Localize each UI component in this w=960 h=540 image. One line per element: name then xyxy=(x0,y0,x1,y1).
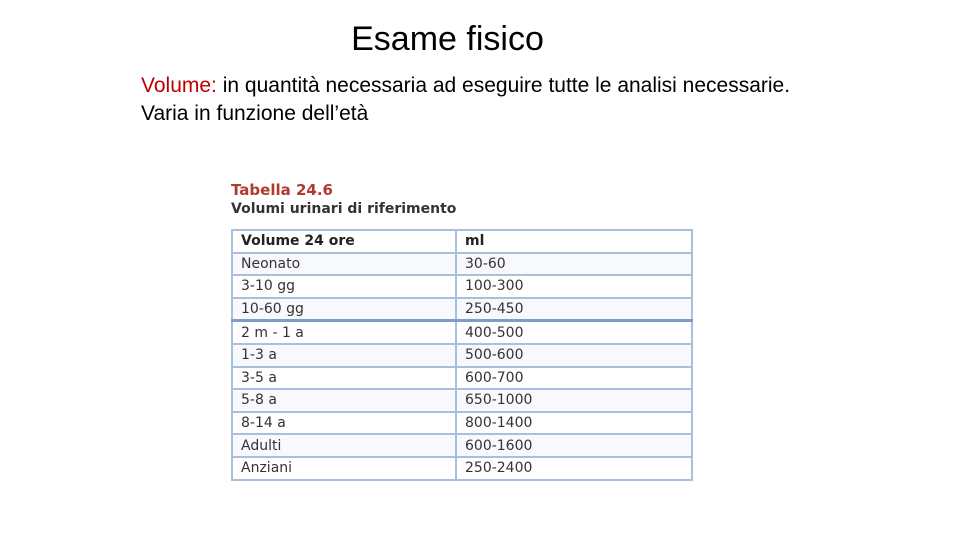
table-row xyxy=(232,275,692,298)
age-note: Varia in funzione dell’età xyxy=(141,102,369,125)
row-age: Anziani xyxy=(232,457,456,480)
row-volume: 250-450 xyxy=(456,298,692,321)
table-row xyxy=(232,344,692,367)
table-number: Tabella 24.6 xyxy=(231,181,333,199)
row-age: 1-3 a xyxy=(232,344,456,367)
row-age: 2 m - 1 a xyxy=(232,321,456,344)
row-volume: 650-1000 xyxy=(456,389,692,412)
row-volume: 100-300 xyxy=(456,275,692,298)
table-row xyxy=(232,412,692,435)
slide-body xyxy=(141,72,841,128)
row-age: Adulti xyxy=(232,434,456,457)
table-row xyxy=(232,321,692,344)
slide-title: Esame fisico xyxy=(351,20,544,58)
row-age: 5-8 a xyxy=(232,389,456,412)
row-volume: 250-2400 xyxy=(456,457,692,480)
table-row xyxy=(232,389,692,412)
row-age: 3-10 gg xyxy=(232,275,456,298)
table-row xyxy=(232,298,692,321)
urine-volume-table xyxy=(231,229,693,481)
row-volume: 400-500 xyxy=(456,321,692,344)
table-row xyxy=(232,367,692,390)
table-row xyxy=(232,457,692,480)
volume-text: in quantità necessaria ad eseguire tutte le analisi necessarie. xyxy=(216,74,791,97)
table-row xyxy=(232,253,692,276)
row-volume: 600-700 xyxy=(456,367,692,390)
row-age: Neonato xyxy=(232,253,456,276)
row-volume: 500-600 xyxy=(456,344,692,367)
table-caption xyxy=(231,180,456,218)
row-age: 3-5 a xyxy=(232,367,456,390)
row-age: 10-60 gg xyxy=(232,298,456,321)
row-volume: 30-60 xyxy=(456,253,692,276)
table-header-row xyxy=(232,230,692,253)
volume-paragraph xyxy=(141,72,841,100)
row-age: 8-14 a xyxy=(232,412,456,435)
volume-label: Volume: xyxy=(141,74,217,97)
row-volume: 800-1400 xyxy=(456,412,692,435)
table-title: Volumi urinari di riferimento xyxy=(231,201,457,217)
table-row xyxy=(232,434,692,457)
row-volume: 600-1600 xyxy=(456,434,692,457)
header-ml: ml xyxy=(456,230,692,253)
header-volume: Volume 24 ore xyxy=(232,230,456,253)
